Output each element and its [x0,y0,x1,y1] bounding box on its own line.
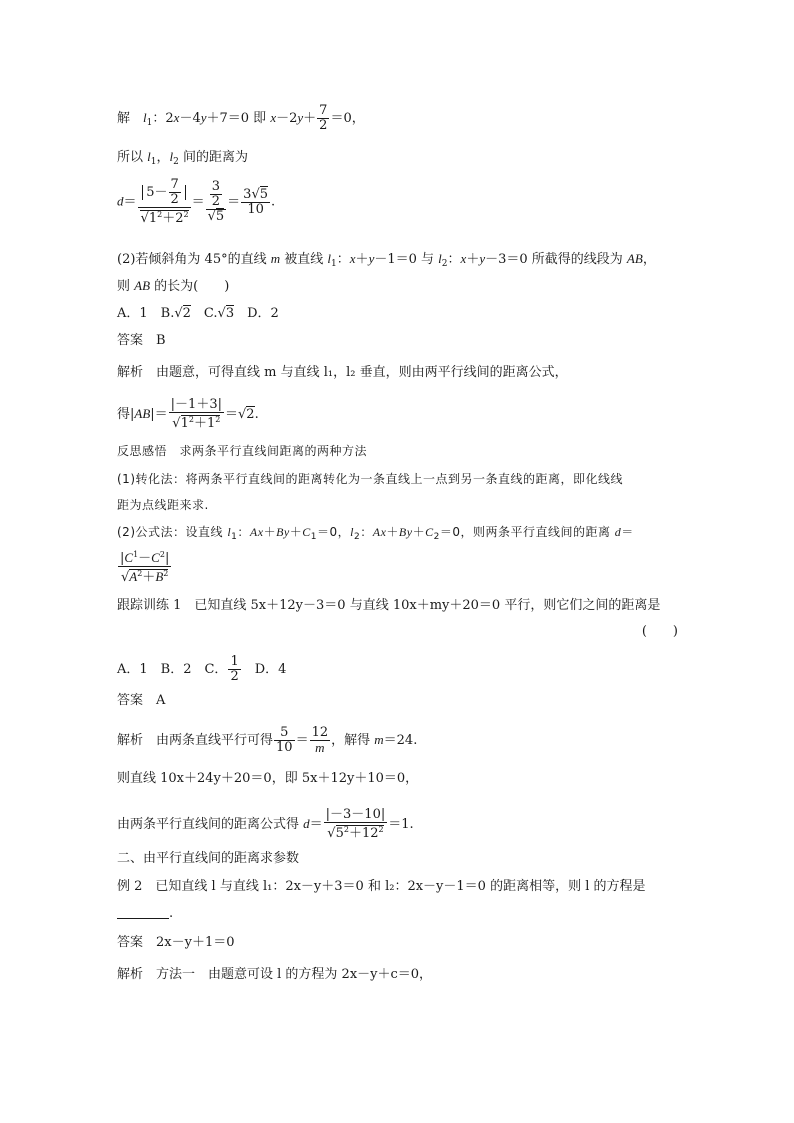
answer-2: 答案 A [117,693,166,708]
problem-2-line-1: (2)若倾斜角为 45°的直线 m 被直线 $l_1$：x＋y－1＝0 与 $l_2$：x＋y－3＝0 所截得的线段为 AB， [117,251,656,269]
reflection-title: 反思感悟 求两条平行直线间距离的两种方法 [117,444,368,458]
exercise-1-line-1: 跟踪训练 1 已知直线 5x＋12y－3＝0 与直线 10x＋my＋20＝0 平行，则它们之间的距离是 [117,598,661,613]
distance-formula-1: d＝ 5－ $\frac{7}{2}$ $√1^2+2^2$ ＝ $\frac{\frac{3}{2}}{√5}$ ＝ $\frac{3√5}{10}$ . [117,177,276,226]
problem-2-options: A．1 B.√2 C.√3 D．2 [117,306,279,321]
example-2-blank: . [117,905,173,923]
distance-formula-2: 得|AB|＝ $\frac{|-1+3|}{√1^2+1^2}$ ＝√2. [117,397,259,431]
problem-2-line-2: 则 AB 的长为( ) [117,278,230,294]
solution-line-2: 所以 $l_1$，$l_2$ 间的距离为 [117,149,249,167]
example-2-line-1: 例 2 已知直线 l 与直线 l₁：2x－y＋3＝0 和 l₂：2x－y－1＝0 的距离相等，则 l 的方程是 [117,879,646,894]
analysis-line-1: 解析 由题意，可得直线 m 与直线 l₁，l₂ 垂直，则由两平行线间的距离公式， [117,365,568,380]
analysis-2-line-1: 解析 由两条直线平行可得 $\frac{5}{10}$ ＝ $\frac{12}{m}$ ，解得 m＝24. [117,725,418,755]
analysis-2-line-3: 由两条平行直线间的距离公式得 d＝ $\frac{|-3-10|}{√5^2+12^2}$ ＝1. [117,807,414,841]
analysis-3-line-1: 解析 方法一 由题意可设 l 的方程为 2x－y＋c＝0， [117,967,433,982]
reflection-line-1: (1)转化法：将两条平行直线间的距离转化为一条直线上一点到另一条直线的距离，即化线线 [117,472,624,486]
analysis-2-line-2: 则直线 10x＋24y＋20＝0，即 5x＋12y＋10＝0， [117,771,419,786]
exercise-1-options: A．1 B．2 C． $\frac{1}{2}$ D．4 [117,654,287,684]
section-heading: 二、由平行直线间的距离求参数 [117,851,300,866]
exercise-1-paren: ( ) [641,624,678,639]
answer-1: 答案 B [117,333,166,348]
reflection-line-3: (2)公式法：设直线 $l_1$：$Ax+By+C_1=0$，$l_2$：$Ax+By+C_2=0$，则两条平行直线间的距离 d＝ [117,525,634,542]
answer-3: 答案 2x－y＋1＝0 [117,935,235,950]
reflection-line-2: 距为点线距来求. [117,498,209,512]
reflection-formula: $\frac{|C^1-C^2|}{√A^2+B^2}$ [120,550,170,585]
solution-line-1: 解 $l_1$：2x－4y＋7＝0 即 x－2y＋ $\frac{7}{2}$ ＝0， [117,103,365,133]
